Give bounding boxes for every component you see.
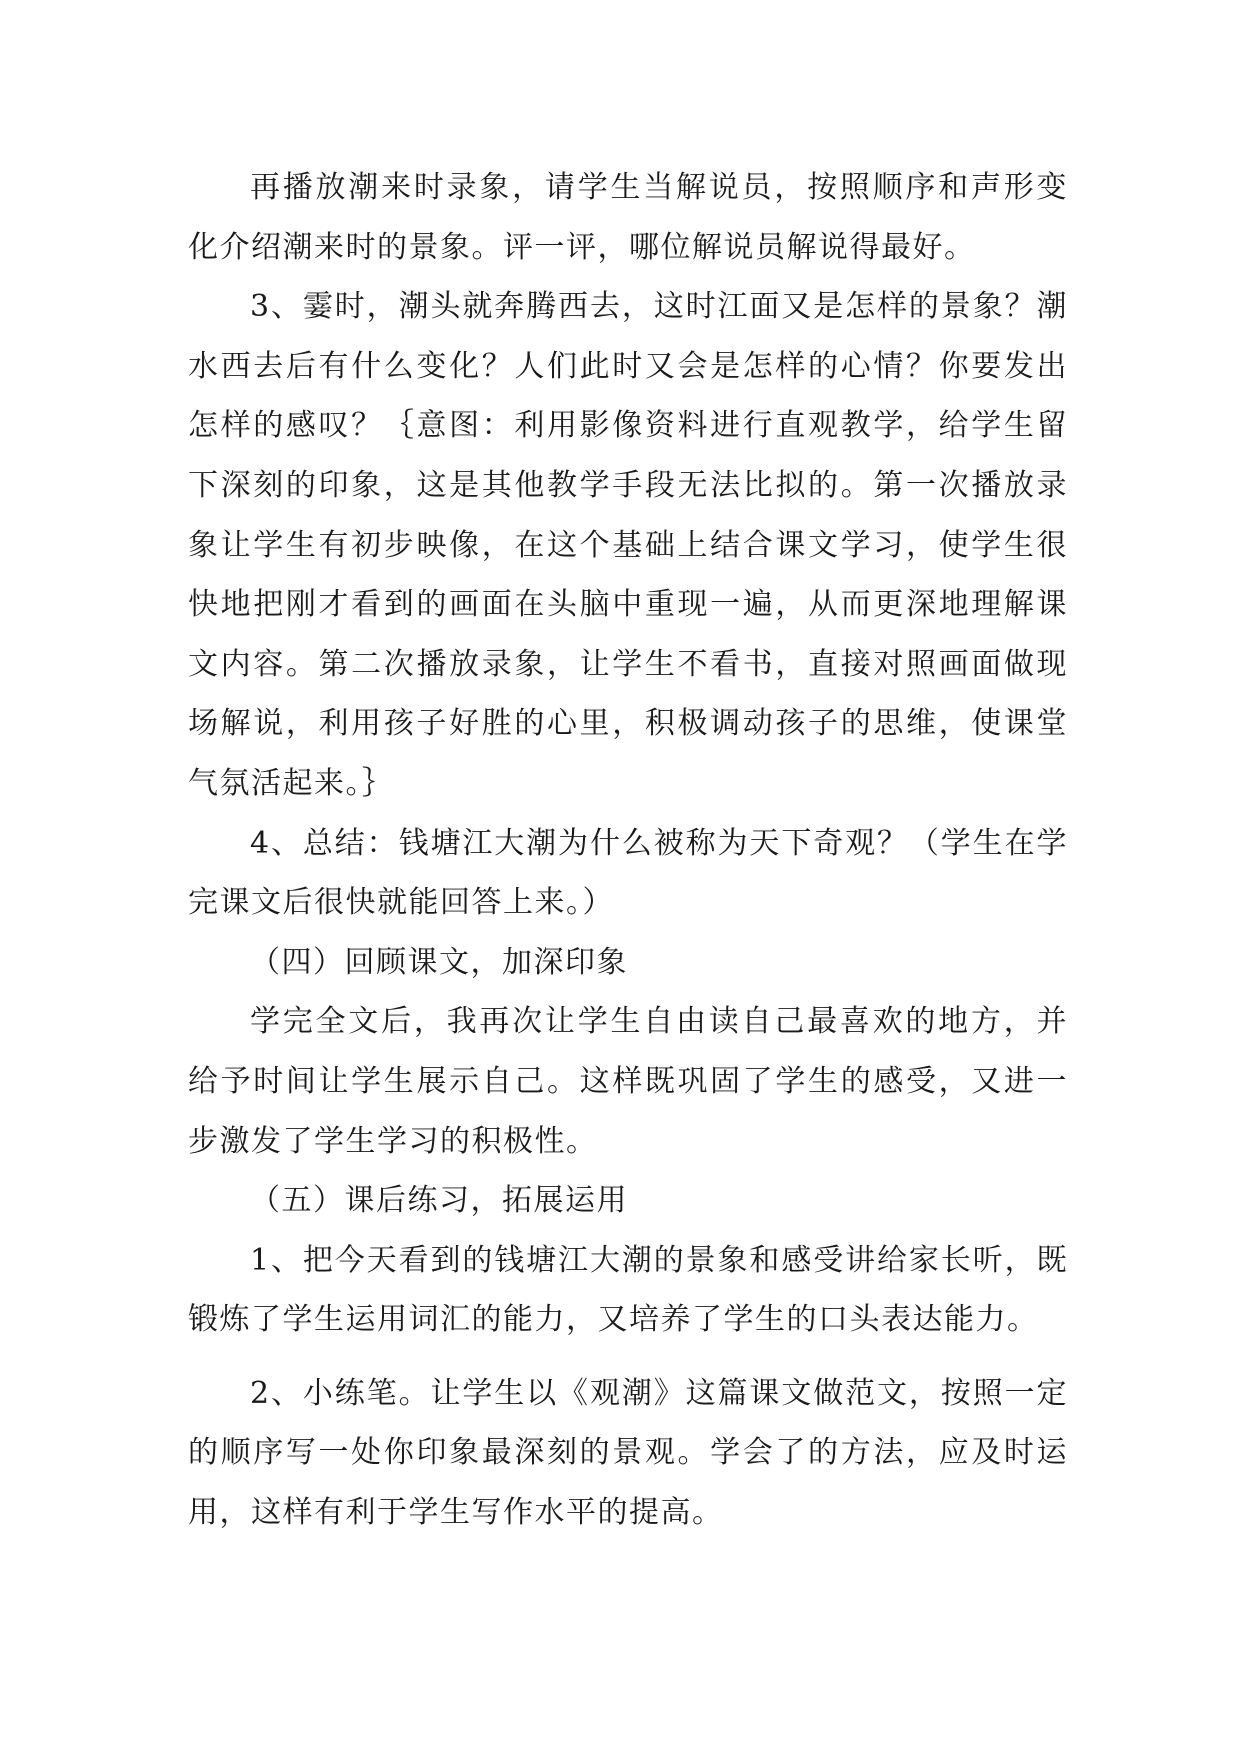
- paragraph-step-3: 3、霎时，潮头就奔腾西去，这时江面又是怎样的景象？潮水西去后有什么变化？人们此时又会是怎样的心情？你要发出怎样的感叹？｛意图：利用影像资料进行直观教学，给学生留下深刻的印象，这是其他教学手段无法比拟的。第一次播放录象让学生有初步映像，在这个基础上结合课文学习，使学生很快地把刚才看到的画面在头脑中重现一遍，从而更深地理解课文内容。第二次播放录象，让学生不看书，直接对照画面做现场解说，利用孩子好胜的心里，积极调动孩子的思维，使课堂气氛活起来。｝: [188, 289, 1068, 801]
- paragraph-exercise-2: 2、小练笔。让学生以《观潮》这篇课文做范文，按照一定的顺序写一处你印象最深刻的景观。学会了的方法，应及时运用，这样有利于学生写作水平的提高。: [188, 1375, 1068, 1531]
- document-body: [188, 158, 1068, 1543]
- paragraph-step-4-summary: 4、总结：钱塘江大潮为什么被称为天下奇观？（学生在学完课文后很快就能回答上来。）: [188, 825, 1068, 921]
- section-heading-review: （四）回顾课文，加深印象: [250, 944, 628, 980]
- section-heading-exercises: （五）课后练习，拓展运用: [250, 1183, 628, 1219]
- paragraph-exercise-1: 1、把今天看到的钱塘江大潮的景象和感受讲给家长听，既锻炼了学生运用词汇的能力，又培养了学生的口头表达能力。: [188, 1242, 1068, 1338]
- paragraph-review: 学完全文后，我再次让学生自由读自己最喜欢的地方，并给予时间让学生展示自己。这样既巩固了学生的感受，又进一步激发了学生学习的积极性。: [188, 1004, 1068, 1159]
- paragraph-replay-video: 再播放潮来时录象，请学生当解说员，按照顺序和声形变化介绍潮来时的景象。评一评，哪位解说员解说得最好。: [188, 170, 1068, 265]
